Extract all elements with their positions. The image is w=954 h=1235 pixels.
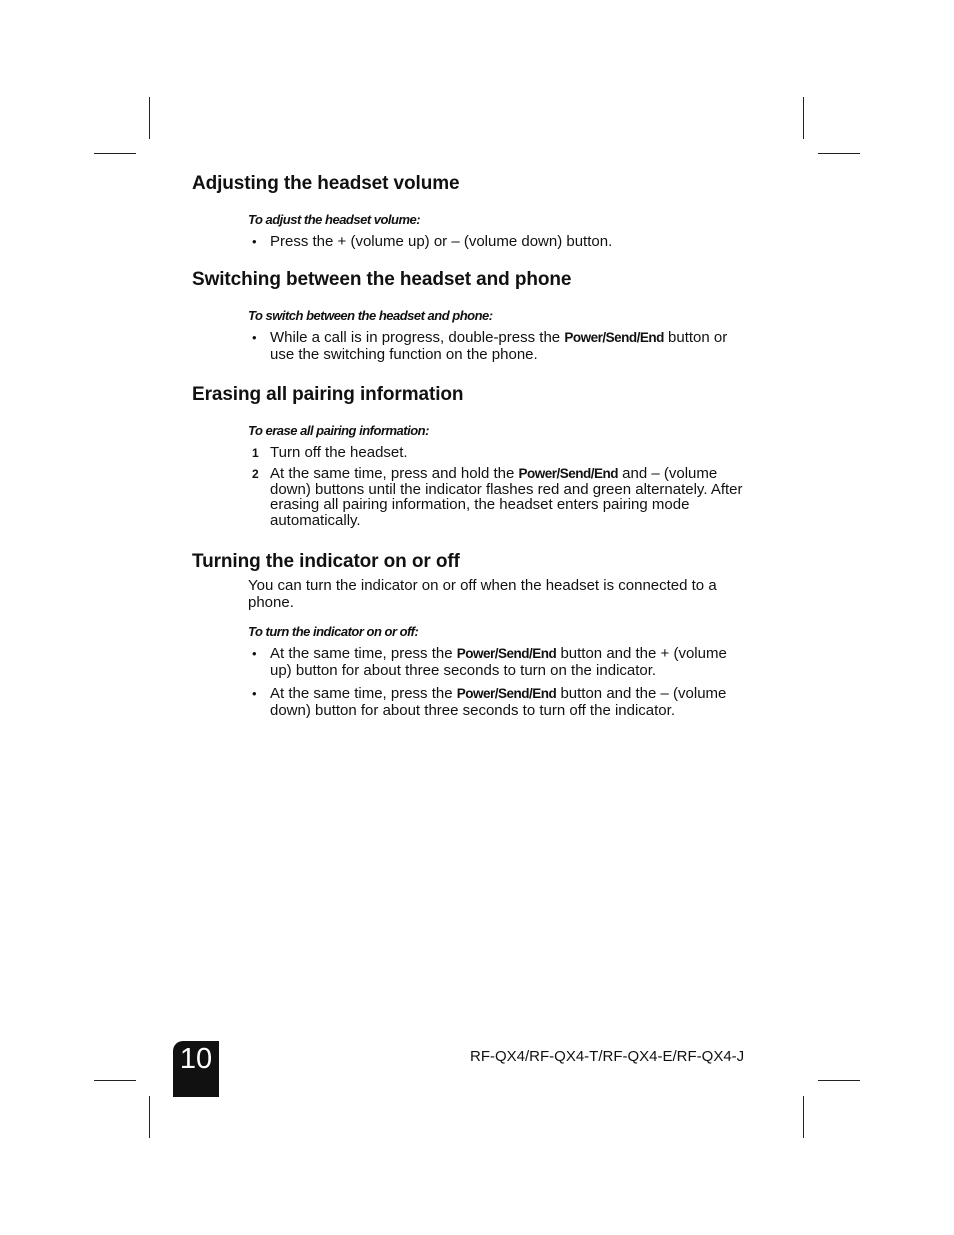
button-name: Power/Send/End	[518, 466, 618, 481]
document-body	[192, 172, 752, 719]
step-number: 2	[252, 467, 259, 481]
section-switching	[192, 268, 752, 363]
bullet: •	[252, 234, 257, 249]
item-text: At the same time, press and hold the	[270, 465, 519, 482]
procedure-subheading: To erase all pairing information:	[248, 423, 429, 438]
item-text: Press the + (volume up) or – (volume down) button.	[270, 233, 613, 250]
item-text: Turn off the headset.	[270, 444, 408, 461]
crop-mark-top-left-vertical	[149, 97, 150, 139]
crop-mark-bottom-right-vertical	[803, 1096, 804, 1138]
button-name: Power/Send/End	[564, 330, 664, 345]
crop-mark-top-left-horizontal	[94, 153, 136, 154]
step-number: 1	[252, 446, 259, 460]
crop-mark-bottom-left-vertical	[149, 1096, 150, 1138]
bullet: •	[252, 646, 257, 661]
list-item	[248, 645, 752, 679]
list-item	[248, 685, 752, 719]
crop-mark-top-right-horizontal	[818, 153, 860, 154]
item-text: button or use the switching function on the phone.	[270, 329, 728, 363]
step-item	[248, 444, 752, 461]
crop-mark-top-right-vertical	[803, 97, 804, 139]
step-item	[248, 466, 752, 528]
item-text: button and the – (volume down) button for about three seconds to turn off the indicator.	[270, 685, 727, 719]
procedure-subheading: To turn the indicator on or off:	[248, 624, 419, 639]
button-name: Power/Send/End	[456, 646, 557, 661]
intro-paragraph: You can turn the indicator on or off when the headset is connected to a phone.	[248, 577, 717, 611]
crop-mark-bottom-right-horizontal	[818, 1080, 860, 1081]
model-number: RF-QX4/RF-QX4-T/RF-QX4-E/RF-QX4-J	[470, 1048, 745, 1065]
section-heading: Erasing all pairing information	[192, 384, 464, 405]
section-heading: Switching between the headset and phone	[192, 269, 572, 290]
section-volume	[192, 172, 752, 250]
button-name: Power/Send/End	[456, 686, 557, 701]
item-text: At the same time, press the	[270, 645, 457, 662]
item-text: button and the + (volume up) button for about three seconds to turn on the indicator.	[270, 645, 727, 679]
procedure-subheading: To switch between the headset and phone:	[248, 308, 493, 323]
list-item	[248, 233, 752, 250]
page-number: 10	[173, 1041, 219, 1097]
list-item	[248, 329, 752, 363]
item-text: While a call is in progress, double-press the	[270, 329, 565, 346]
item-text: At the same time, press the	[270, 685, 457, 702]
section-indicator	[192, 550, 752, 719]
procedure-subheading: To adjust the headset volume:	[248, 212, 421, 227]
section-heading: Turning the indicator on or off	[192, 551, 460, 572]
bullet: •	[252, 686, 257, 701]
bullet: •	[252, 330, 257, 345]
section-heading: Adjusting the headset volume	[192, 173, 460, 194]
item-text: and – (volume down) buttons until the indicator flashes red and green alternately. After erasing all pairing information, the headset enters pairing mode automatically.	[270, 465, 743, 529]
crop-mark-bottom-left-horizontal	[94, 1080, 136, 1081]
section-erasing	[192, 383, 752, 528]
